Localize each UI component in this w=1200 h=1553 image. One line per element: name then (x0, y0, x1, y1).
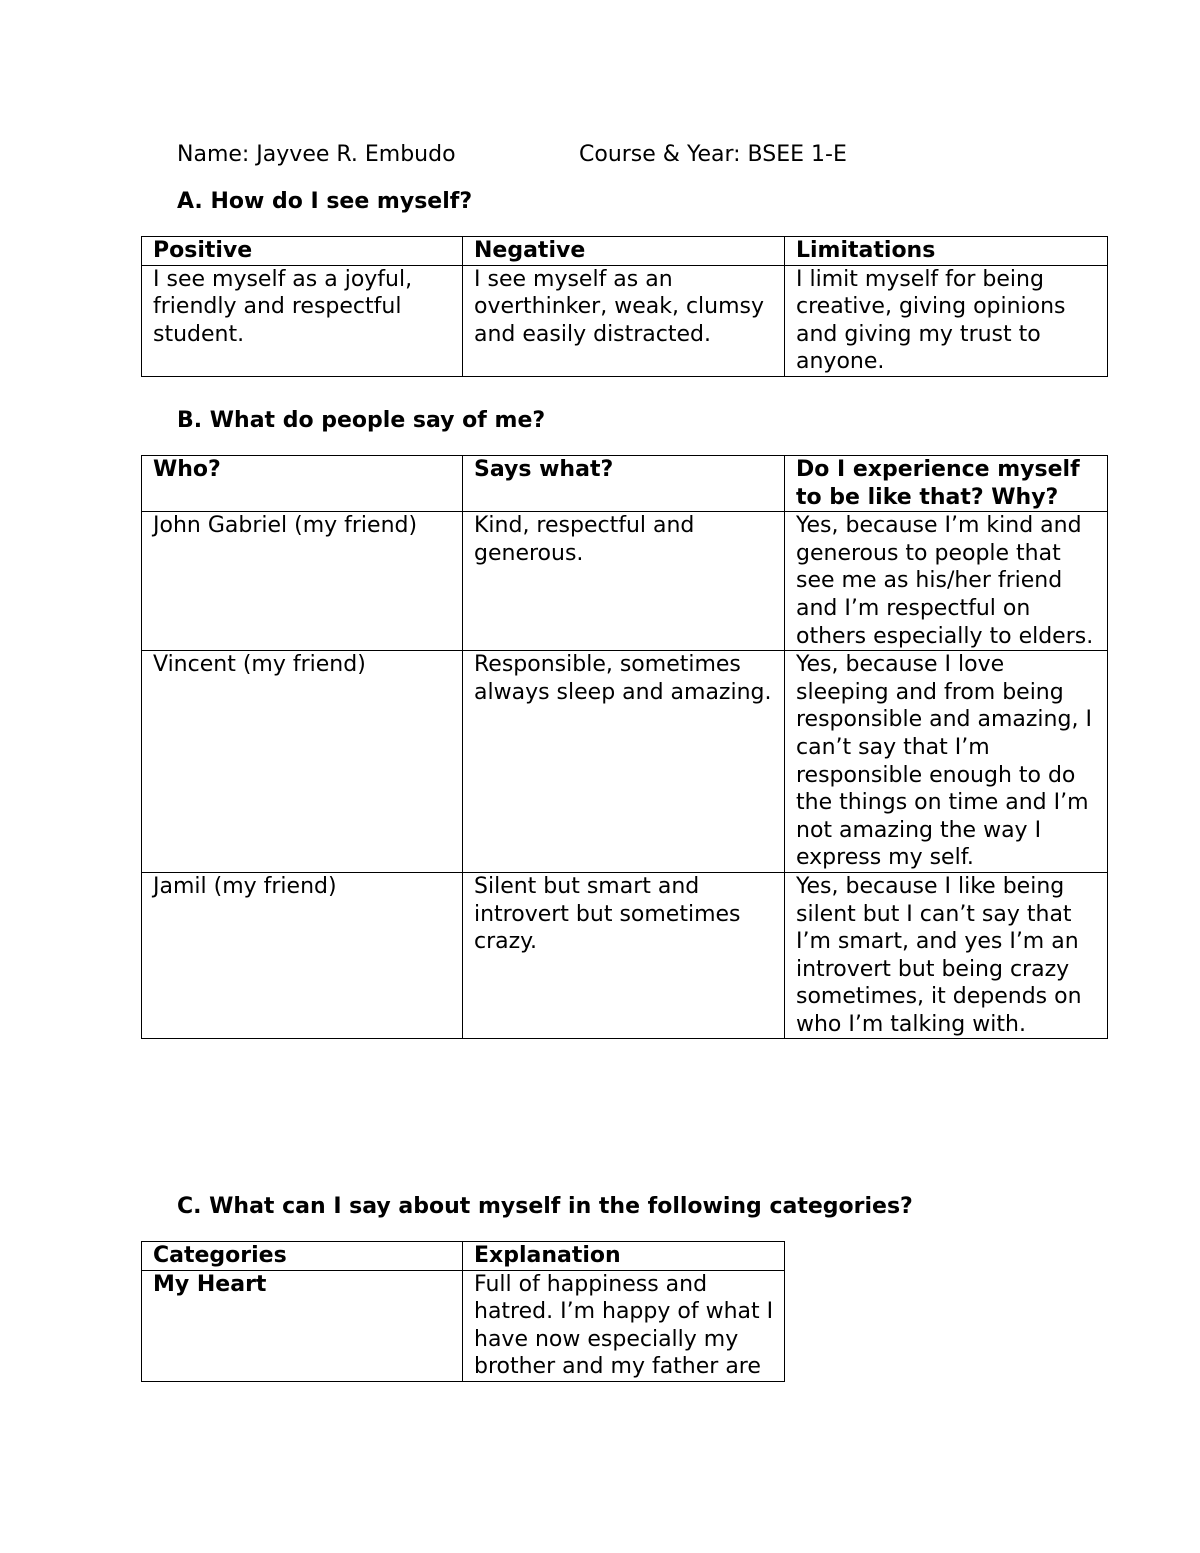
table-cell: Full of happiness and hatred. I’m happy of what I have now especially my brother and my father are (463, 1270, 785, 1381)
student-name: Name: Jayvee R. Embudo (177, 142, 456, 167)
section-b-title: B. What do people say of me? (177, 408, 546, 433)
header-cell: Says what? (463, 456, 785, 512)
table-row (142, 265, 1108, 376)
table-cell: John Gabriel (my friend) (142, 512, 463, 651)
table-row (142, 872, 1108, 1039)
table-cell: Yes, because I’m kind and generous to people that see me as his/her friend and I’m respectful on others especially to elders. (785, 512, 1108, 651)
table-cell: I limit myself for being creative, giving opinions and giving my trust to anyone. (785, 265, 1108, 376)
course-year: Course & Year: BSEE 1-E (579, 142, 847, 167)
header-cell: Limitations (785, 237, 1108, 266)
self-view-table (141, 236, 1108, 377)
table-header-row (142, 456, 1108, 512)
table-cell: Responsible, sometimes always sleep and amazing. (463, 651, 785, 873)
table-cell: Kind, respectful and generous. (463, 512, 785, 651)
table-cell: Yes, because I like being silent but I can’t say that I’m smart, and yes I’m an introvert but being crazy sometimes, it depends on who I’m talking with. (785, 872, 1108, 1039)
category-cell: My Heart (142, 1270, 463, 1381)
table-cell: I see myself as an overthinker, weak, clumsy and easily distracted. (463, 265, 785, 376)
categories-table (141, 1241, 785, 1382)
table-cell: Yes, because I love sleeping and from being responsible and amazing, I can’t say that I’m responsible enough to do the things on time and I’m not amazing the way I express my self. (785, 651, 1108, 873)
table-row (142, 1270, 785, 1381)
table-cell: Vincent (my friend) (142, 651, 463, 873)
table-cell: Jamil (my friend) (142, 872, 463, 1039)
table-row (142, 651, 1108, 873)
table-row (142, 512, 1108, 651)
header-cell: Who? (142, 456, 463, 512)
table-header-row (142, 1242, 785, 1271)
header-cell: Categories (142, 1242, 463, 1271)
table-header-row (142, 237, 1108, 266)
table-cell: Silent but smart and introvert but sometimes crazy. (463, 872, 785, 1039)
section-a-title: A. How do I see myself? (177, 189, 473, 214)
header-line (177, 141, 847, 169)
header-cell: Explanation (463, 1242, 785, 1271)
table-cell: I see myself as a joyful, friendly and respectful student. (142, 265, 463, 376)
header-cell: Negative (463, 237, 785, 266)
header-cell: Positive (142, 237, 463, 266)
section-c-title: C. What can I say about myself in the following categories? (177, 1194, 913, 1219)
header-cell: Do I experience myself to be like that? Why? (785, 456, 1108, 512)
people-say-table (141, 455, 1108, 1039)
